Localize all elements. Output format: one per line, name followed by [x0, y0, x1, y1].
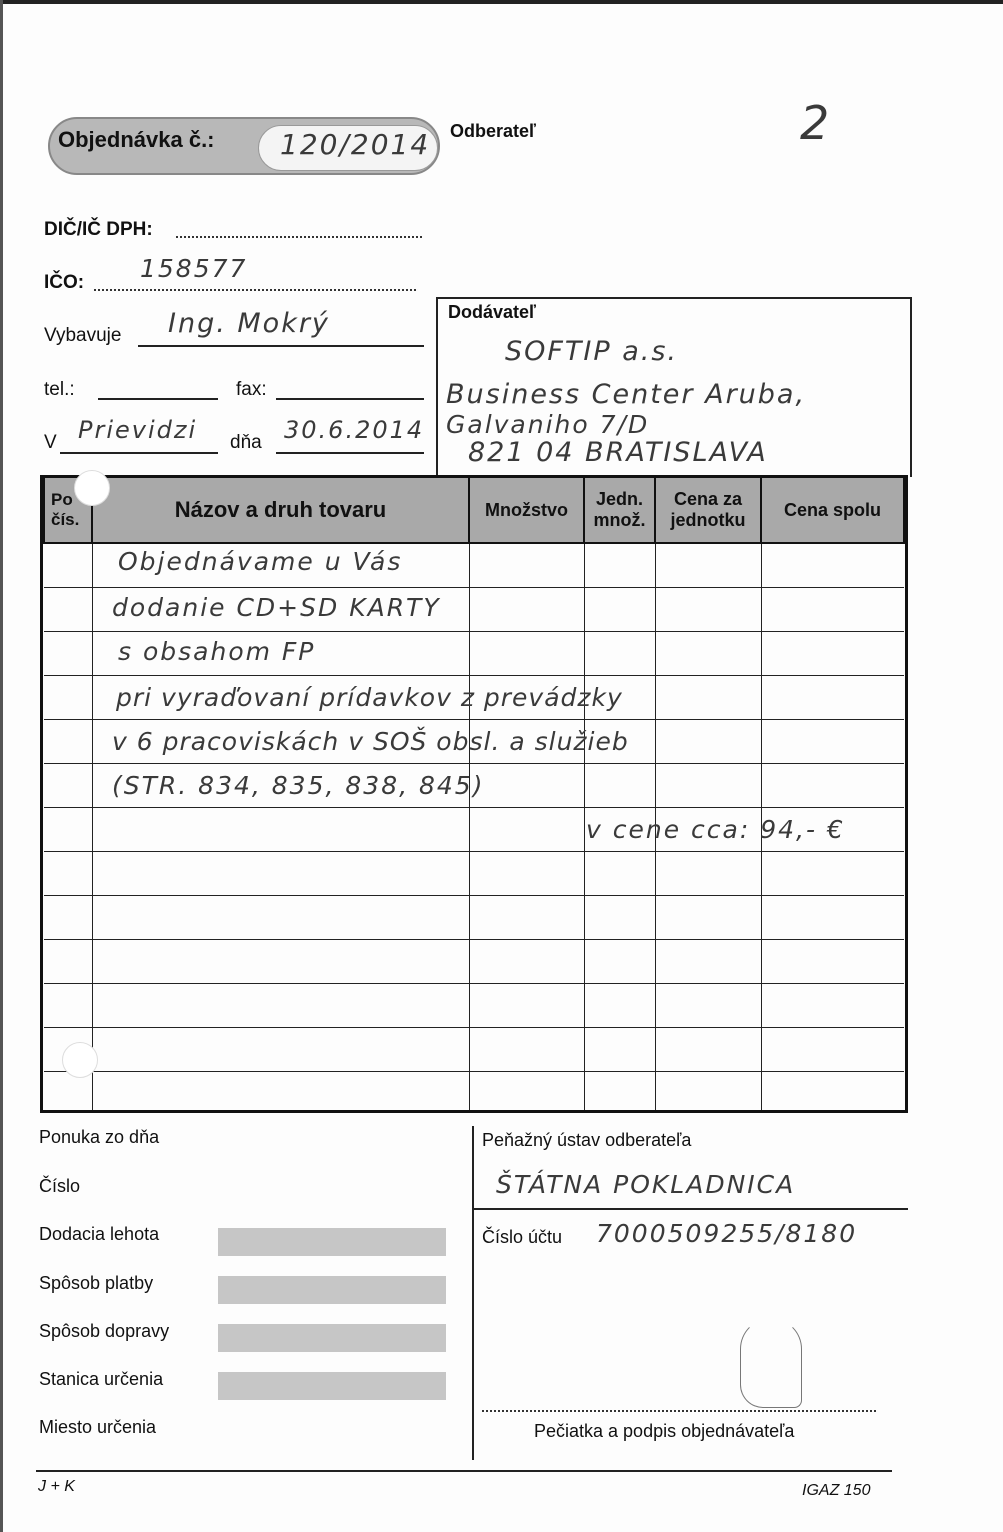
table-cell: [469, 896, 584, 940]
table-cell: [584, 1028, 655, 1072]
table-cell: [44, 940, 92, 984]
corner-handwritten-mark: 2: [800, 96, 832, 150]
table-cell: [92, 984, 469, 1028]
header-name: Názov a druh tovaru: [92, 478, 469, 543]
table-cell: [469, 984, 584, 1028]
table-cell: [44, 896, 92, 940]
date-line: [276, 452, 424, 454]
table-cell: [469, 632, 584, 676]
table-cell: [655, 852, 761, 896]
terms-label: Miesto určenia: [39, 1417, 157, 1437]
item-text: Objednávame u Vás: [118, 547, 403, 576]
table-cell: [469, 940, 584, 984]
table-cell: [44, 720, 92, 764]
signature-line: [482, 1410, 876, 1412]
dic-line: [176, 236, 422, 238]
footer-line: [36, 1470, 892, 1472]
customer-label: Odberateľ: [450, 121, 536, 141]
ico-line: [94, 289, 416, 291]
table-cell: [92, 808, 469, 852]
table-cell: [761, 940, 904, 984]
table-row: [44, 896, 904, 940]
place-line: [60, 452, 218, 454]
table-cell: [761, 588, 904, 632]
table-cell: [92, 1072, 469, 1114]
item-text: (STR. 834, 835, 838, 845): [112, 771, 485, 800]
table-cell: [584, 764, 655, 808]
terms-label: Ponuka zo dňa: [39, 1127, 160, 1147]
table-row: [44, 1072, 904, 1114]
table-cell: [655, 896, 761, 940]
fax-label: fax:: [236, 379, 267, 400]
supplier-line: 821 04 BRATISLAVA: [468, 437, 768, 468]
table-cell: [469, 588, 584, 632]
gray-field: [218, 1372, 446, 1400]
table-header-row: [44, 478, 904, 543]
place-value: Prievidzi: [78, 416, 198, 444]
table-cell: [44, 543, 92, 588]
footer-right: IGAZ 150: [802, 1482, 871, 1499]
table-cell: [469, 808, 584, 852]
ico-value: 158577: [140, 254, 248, 283]
table-cell: [761, 1072, 904, 1114]
order-number-value: 120/2014: [280, 128, 431, 161]
header-pos: Po čís.: [44, 478, 92, 543]
table-cell: [761, 632, 904, 676]
page-top-edge: [0, 0, 1003, 4]
item-text-price: v cene cca: 94,- €: [586, 815, 845, 844]
ico-label: IČO:: [44, 272, 85, 293]
handled-label: Vybavuje: [44, 325, 122, 346]
table-cell: [44, 632, 92, 676]
header-qty: Množstvo: [469, 478, 584, 543]
table-cell: [655, 940, 761, 984]
gray-field: [218, 1276, 446, 1304]
item-text: pri vyraďovaní prídavkov z prevádzky: [116, 683, 623, 712]
table-cell: [584, 852, 655, 896]
punch-hole: [62, 1042, 98, 1078]
table-cell: [655, 720, 761, 764]
table-cell: [469, 1072, 584, 1114]
table-row: [44, 984, 904, 1028]
terms-label: Spôsob dopravy: [39, 1321, 170, 1341]
supplier-line: Galvaniho 7/D: [446, 410, 650, 439]
table-cell: [655, 632, 761, 676]
tel-label: tel.:: [44, 379, 75, 400]
table-cell: [761, 852, 904, 896]
table-cell: [44, 588, 92, 632]
table-cell: [584, 1072, 655, 1114]
table-cell: [469, 1028, 584, 1072]
bank-line: [474, 1208, 908, 1210]
item-text: v 6 pracoviskách v SOŠ obsl. a služieb: [112, 727, 629, 756]
table-cell: [584, 632, 655, 676]
place-label: V: [44, 432, 57, 453]
table-cell: [584, 588, 655, 632]
account-value: 7000509255/8180: [596, 1219, 858, 1248]
supplier-line: Business Center Aruba,: [446, 379, 807, 410]
terms-label: Spôsob platby: [39, 1273, 154, 1293]
table-cell: [761, 896, 904, 940]
table-cell: [44, 808, 92, 852]
table-cell: [655, 676, 761, 720]
fax-line: [276, 398, 424, 400]
table-row: [44, 852, 904, 896]
supplier-label: Dodávateľ: [448, 302, 536, 322]
bank-divider: [472, 1126, 474, 1460]
header-unit-price: Cena za jednotku: [655, 478, 761, 543]
signature-scribble: [740, 1318, 802, 1408]
header-total: Cena spolu: [761, 478, 904, 543]
table-cell: [655, 984, 761, 1028]
item-text: s obsahom FP: [118, 637, 316, 666]
terms-label: Číslo: [39, 1176, 81, 1196]
terms-label: Stanica určenia: [39, 1369, 164, 1389]
footer-left: J + K: [38, 1478, 75, 1495]
handled-value: Ing. Mokrý: [168, 308, 330, 339]
table-cell: [655, 1072, 761, 1114]
table-cell: [44, 1072, 92, 1114]
table-cell: [44, 852, 92, 896]
table-row: [44, 1028, 904, 1072]
table-cell: [655, 764, 761, 808]
date-label: dňa: [230, 432, 262, 453]
table-cell: [584, 896, 655, 940]
order-label: Objednávka č.:: [58, 127, 215, 152]
tel-line: [98, 398, 218, 400]
table-cell: [44, 764, 92, 808]
table-cell: [92, 896, 469, 940]
table-cell: [761, 1028, 904, 1072]
table-cell: [655, 543, 761, 588]
terms-label: Dodacia lehota: [39, 1224, 160, 1244]
punch-hole: [74, 470, 110, 506]
table-cell: [44, 676, 92, 720]
table-cell: [761, 676, 904, 720]
gray-field: [218, 1324, 446, 1352]
gray-field: [218, 1228, 446, 1256]
table-cell: [584, 543, 655, 588]
table-cell: [92, 852, 469, 896]
table-cell: [469, 764, 584, 808]
header-unit: Jedn. množ.: [584, 478, 655, 543]
dic-label: DIČ/IČ DPH:: [44, 219, 153, 240]
table-cell: [469, 852, 584, 896]
page-left-edge: [0, 0, 3, 1532]
table-cell: [92, 940, 469, 984]
account-label: Číslo účtu: [482, 1227, 563, 1247]
supplier-line: SOFTIP a.s.: [505, 336, 679, 367]
table-row: [44, 940, 904, 984]
bank-label: Peňažný ústav odberateľa: [482, 1130, 692, 1150]
table-cell: [655, 588, 761, 632]
table-cell: [655, 1028, 761, 1072]
table-cell: [761, 720, 904, 764]
item-text: dodanie CD+SD KARTY: [112, 593, 441, 622]
table-cell: [44, 984, 92, 1028]
date-value: 30.6.2014: [284, 416, 425, 444]
table-cell: [761, 764, 904, 808]
handled-line: [138, 345, 424, 347]
table-cell: [584, 940, 655, 984]
signature-label: Pečiatka a podpis objednávateľa: [534, 1421, 795, 1441]
table-cell: [761, 984, 904, 1028]
bank-value: ŠTÁTNA POKLADNICA: [496, 1170, 796, 1199]
table-cell: [584, 984, 655, 1028]
table-cell: [761, 543, 904, 588]
table-cell: [469, 543, 584, 588]
table-cell: [92, 1028, 469, 1072]
